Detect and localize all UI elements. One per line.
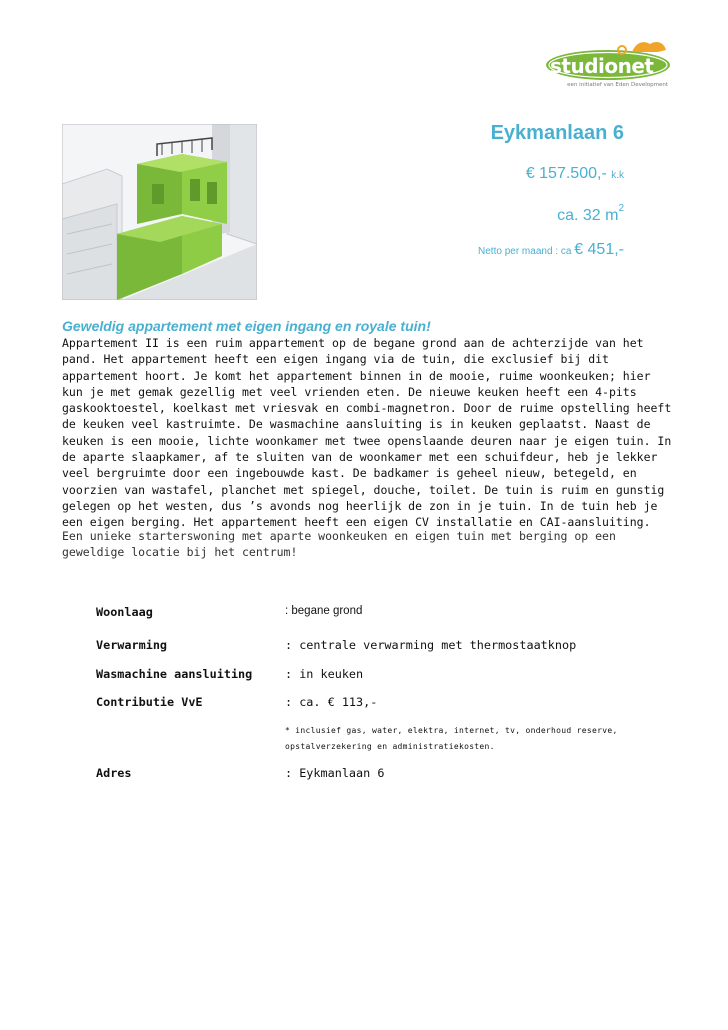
spec-note-line2: opstalverzekering en administratiekosten. [285,742,495,751]
summary: Een unieke starterswoning met aparte woonkeuken en eigen tuin met berging op een geweldige locatie bij het centrum! [62,529,616,560]
spec-label-adres: Adres [96,766,132,780]
listing-price [526,165,624,183]
description: Appartement II is een ruim appartement op de begane grond aan de achterzijde van het pand. Het appartement heeft een eigen ingang via de tuin, die exclusief bij dit appartement hoort. Je komt het appartement binnen in de mooie, ruime woonkeuken; hier kun je met gemak gezellig met veel vrienden eten. De nieuwe keuken heeft een 4-pits gaskooktoestel, koelkast met vriesvak en combi-magnetron. Door de ruime opstelling heeft de keuken veel kastruimte. De wasmachine aansluiting is in keuken geplaatst. Naast de keuken is een mooie, lichte woonkamer met twee openslaande deuren naar je eigen tuin. In de aparte slaapkamer, af te sluiten van de woonkamer met een schuifdeur, heb je lekker veel bergruimte door een ingebouwde kast. De badkamer is geheel nieuw, betegeld, en voorzien van wastafel, planchet met spiegel, douche, toilet. De tuin is ruim en gunstig gelegen op het westen, dus ’s avonds nog heerlijk de zon in je tuin. In de tuin heb je een eigen berging. Het appartement heeft een eigen CV installatie en CAI-aansluiting. [62,336,672,530]
spec-label-wasmachine: Wasmachine aansluiting [96,667,253,681]
area-exponent: 2 [618,203,624,214]
listing-area [557,203,624,225]
spec-value-contributie: : ca. € 113,- [285,695,378,709]
studionet-logo [540,38,675,96]
building-illustration [62,124,257,300]
spec-label-verwarming: Verwarming [96,638,168,652]
spec-value-wasmachine: : in keuken [285,667,364,681]
area-value: ca. 32 m [557,207,619,224]
spec-note-line1: * inclusief gas, water, elektra, internet, tv, onderhoud reserve, [285,726,618,735]
price-suffix: k.k [611,170,624,181]
spec-value-adres: : Eykmanlaan 6 [285,766,385,780]
monthly-label: Netto per maand : ca [478,246,572,257]
headline: Geweldig appartement met eigen ingang en royale tuin! [62,318,431,334]
logo-tagline: een initiatief van Eden Development [567,82,668,88]
spec-value-woonlaag: : begane grond [285,605,363,617]
logo-wordmark: studionet [550,54,654,78]
spec-label-woonlaag: Woonlaag [96,605,153,619]
spec-value-verwarming: : centrale verwarming met thermostaatknop [285,638,577,652]
price-value: € 157.500,- [525,165,607,182]
listing-address: Eykmanlaan 6 [490,122,624,144]
monthly-amount: € 451,- [574,241,624,258]
listing-monthly [478,241,624,259]
spec-label-contributie: Contributie VvE [96,695,203,709]
